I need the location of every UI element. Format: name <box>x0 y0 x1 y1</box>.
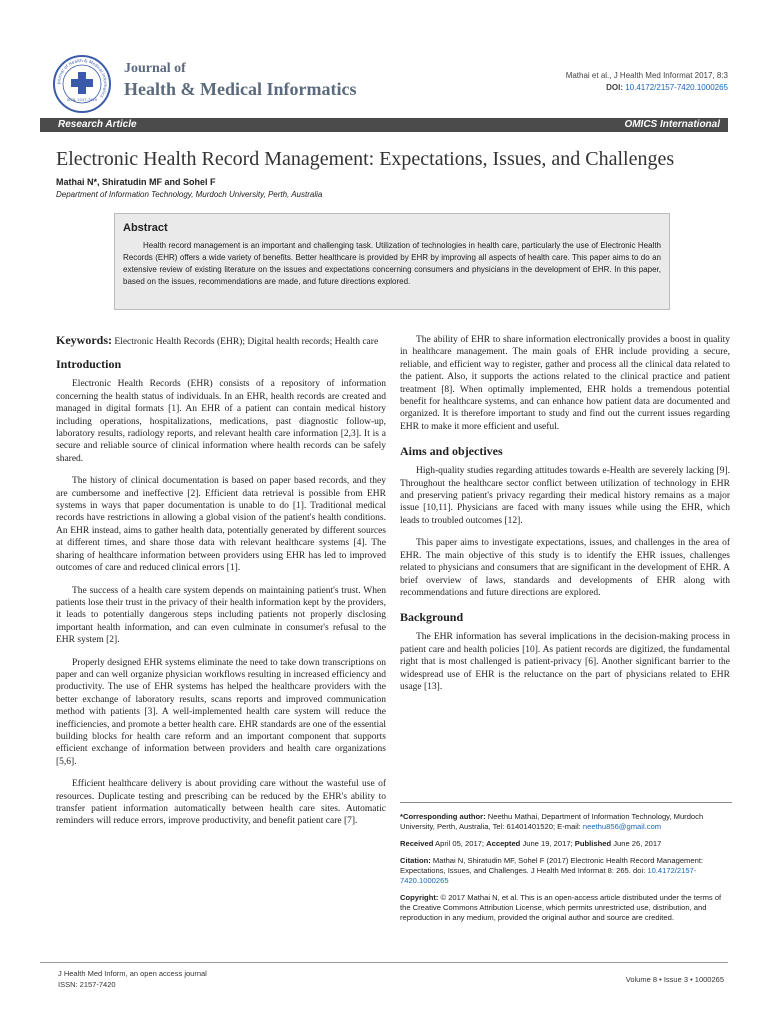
article-footnote <box>400 802 732 930</box>
copyright-note <box>400 893 732 923</box>
footer-journal-info <box>58 968 207 990</box>
corresponding-author-label: *Corresponding author: <box>400 812 486 821</box>
journal-title-line2: Health & Medical Informatics <box>124 79 357 99</box>
journal-title <box>124 61 356 101</box>
article-title: Electronic Health Record Management: Expectations, Issues, and Challenges <box>56 148 675 170</box>
keywords-label: Keywords: <box>56 333 112 347</box>
author-email-link[interactable]: neethu856@gmail.com <box>582 822 662 831</box>
received-date: April 05, 2017; <box>433 839 487 848</box>
citation-text: Mathai N, Shiratudin MF, Sohel F (2017) Electronic Health Record Management: Expectations, Issues, and Challenges. J Health Med Informat 8: 265. doi: <box>400 856 704 875</box>
right-paragraph-1: The ability of EHR to share information electronically provides a boost in quality in healthcare management. The main goals of EHR include providing a secure, reliable, and efficient way to register, gather and process all the clinical data related to the patient. Also, it supports the actions related to the clinical practice and patient treatment [8]. When optimally implemented, EHR holds a tremendous potential benefit for healthcare systems, and can enhance how patient data are documented and organized. It is therefore important to study and find out the current issues regarding EHR to make it more efficient and useful. <box>400 335 730 432</box>
article-affiliation: Department of Information Technology, Murdoch University, Perth, Australia <box>56 190 323 199</box>
published-date: June 26, 2017 <box>611 839 662 848</box>
accepted-date: June 19, 2017; <box>520 839 575 848</box>
corresponding-author <box>400 812 732 832</box>
header-citation: Mathai et al., J Health Med Informat 2017, 8:3 <box>565 71 728 80</box>
footer-issn: ISSN: 2157-7420 <box>58 980 116 989</box>
article-type-band <box>40 118 728 132</box>
copyright-text: © 2017 Mathai N, et al. This is an open-access article distributed under the terms of the Creative Commons Attribution License, which permits unrestricted use, distribution, and reproduction in any medium, provided the original author and source are credited. <box>400 893 722 922</box>
corresponding-author-text: Neethu Mathai, Department of Information Technology, Murdoch University, Perth, Australia, Tel: 61401401520; E-mail: <box>400 812 704 831</box>
citation-doi-link[interactable]: 10.4172/2157-7420.1000265 <box>400 866 697 885</box>
section-heading-aims: Aims and objectives <box>400 444 503 459</box>
logo-issn: ISSN: 2157-7420 <box>66 98 98 102</box>
aims-paragraph-2: This paper aims to investigate expectations, issues, and challenges in the area of EHR. The main objective of this study is to identify the EHR issues, challenges related to physicians and consumers that are significant in the development of EHR. A brief overview of laws, standards and developments of EHR along with recommendations and future directions are explored. <box>400 538 730 598</box>
article-authors: Mathai N*, Shiratudin MF and Sohel F <box>56 177 216 187</box>
section-heading-background: Background <box>400 610 464 625</box>
citation-note <box>400 856 732 886</box>
article-dates <box>400 839 732 849</box>
footer-journal: J Health Med Inform, an open access journal <box>58 969 207 978</box>
background-paragraph-1: The EHR information has several implications in the decision-making process in patient care and health policies [10]. As patient records are digitized, the fundamental right that is most challenged is patient-privacy [6]. Another significant barrier to the widespread use of EHR is the reluctance on the part of physicians related to EHR usage [13]. <box>400 632 730 692</box>
keywords-text: Electronic Health Records (EHR); Digital health records; Health care <box>112 337 379 347</box>
keywords <box>56 334 386 348</box>
left-column <box>56 334 386 838</box>
intro-paragraph-1: Electronic Health Records (EHR) consists of a repository of information concerning the health status of individuals. In an EHR, health records are created and managed in digital formats [1]. An EHR of a patient can contain medical history including operations, hospitalizations, medications, past diagnostic follow-up, laboratory results, radiology reports, and relevant health care information [2,3]. It is a secure and reliable source of clinical information where health records can be safely shared. <box>56 379 386 464</box>
header-doi-row <box>566 82 728 94</box>
journal-title-line1: Journal of <box>124 61 186 76</box>
article-type-label: Research Article <box>58 119 137 130</box>
citation-label: Citation: <box>400 856 431 865</box>
publisher-label: OMICS International <box>624 119 720 130</box>
right-column <box>400 334 730 703</box>
aims-paragraph-1: High-quality studies regarding attitudes towards e-Health are severely lacking [9]. Throughout the healthcare sector conflict between utilization of technology in EHR and preserving patient's privacy regarding their medical history remains as a major issue [10,11]. Physicians are faced with many issues while using the EHR, which leads to troubled outcomes [12]. <box>400 466 730 526</box>
logo-arc-text: Journal of Health & Medical Informatics <box>55 57 109 99</box>
abstract-text: Health record management is an important and challenging task. Utilization of technologies in health care, particularly the use of Electronic Health Records (EHR) offers a wide variety of benefits. Better healthcare is provided by EHR by improving all aspects of health care. This paper aims to do an extensive review of existing literature on the issues and expectations concerning consumers and physicians in the development of EHR. In this paper, based on the issues, recommendations are made, and future directions explored. <box>123 241 661 286</box>
intro-paragraph-5: Efficient healthcare delivery is about providing care without the wasteful use of resources. Duplicate testing and prescribing can be reduced by the EHR's ability to transfer patient information automatically between health care sites. Automatic reminders will reduce errors, improve productivity, and benefit patient care [7]. <box>56 779 386 827</box>
received-label: Received <box>400 839 434 848</box>
section-heading-introduction: Introduction <box>56 357 122 372</box>
copyright-label: Copyright: <box>400 893 439 902</box>
accepted-label: Accepted <box>486 839 521 848</box>
published-label: Published <box>574 839 612 848</box>
header-citation-block <box>566 70 728 94</box>
abstract-box <box>114 213 670 310</box>
abstract-heading: Abstract <box>123 222 168 234</box>
page-footer <box>40 962 728 989</box>
intro-paragraph-2: The history of clinical documentation is based on paper based records, and they are cumbersome and ineffective [2]. Efficient data retrieval is possible from EHR systems in ways that paper documentation is unable to do [1]. Traditional medical records have restrictions in allowing a global vision of the patient's health conditions. An EHR instead, aims to gather health data, potentially generated by different sources at different times, and share those data with relevant healthcare systems [4]. The sharing of healthcare information between providers using EHR has led to improved outcomes of care and reduced clinical errors [1]. <box>56 476 386 574</box>
header-doi-label: DOI: <box>606 83 623 92</box>
intro-paragraph-3: The success of a health care system depends on maintaining patient's trust. When patients lose their trust in the privacy of their health information kept by the providers, it leads to potentially dangerous steps including patients not properly disclosing important health information, and can even culminate in consumer's refusal to the EHR system [2]. <box>56 585 386 646</box>
footer-volume: Volume 8 • Issue 3 • 1000265 <box>625 975 724 984</box>
journal-logo-icon <box>52 54 112 114</box>
page-header <box>0 0 768 112</box>
header-doi-link[interactable]: 10.4172/2157-7420.1000265 <box>625 83 728 92</box>
intro-paragraph-4: Properly designed EHR systems eliminate the need to take down transcriptions on paper and can well organize physician workflows resulting in increased efficiency and productivity. The use of EHR systems has helped the healthcare providers with the better exchange of laboratory results, scans reports and improved communication method with patients [3]. A well-implemented health care system will reduce the inefficiencies, and promote a better health care. EHR standards are one of the essential building blocks for health care reform and an important component that supports efficient exchange of information between providers and health care organizations [5,6]. <box>56 657 386 767</box>
